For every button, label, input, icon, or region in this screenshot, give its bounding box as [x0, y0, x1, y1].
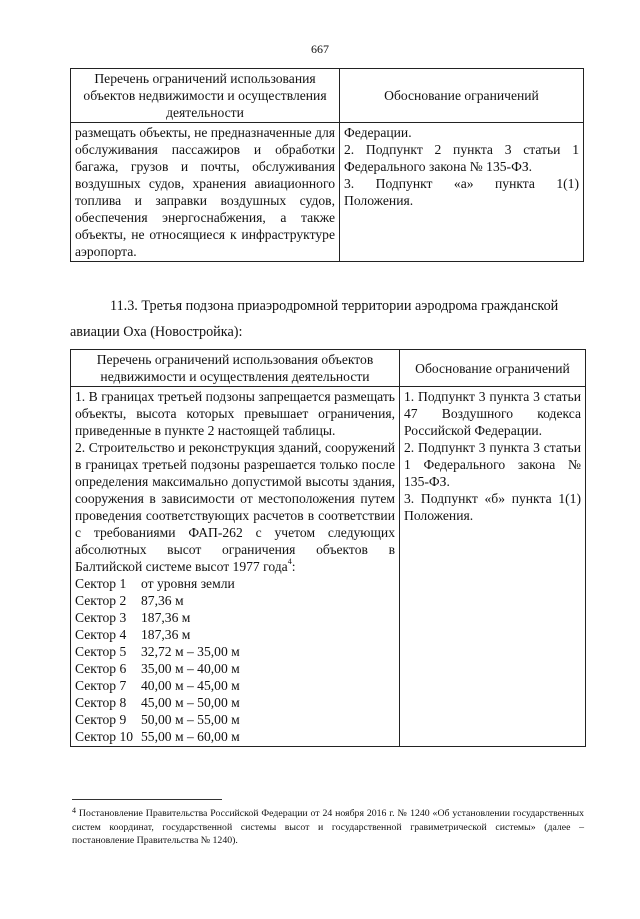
header-justification: Обоснование ограничений [400, 350, 586, 387]
sector-name: Сектор 8 [75, 695, 127, 710]
sector-name: Сектор 9 [75, 712, 127, 727]
table-header-row [71, 350, 586, 387]
section-heading-line2: авиации Оха (Новостройка): [70, 324, 243, 340]
sector-name: Сектор 2 [75, 593, 127, 608]
sector-value: 50,00 м – 55,00 м [141, 712, 240, 727]
justification-item: 2. Подпункт 2 пункта 3 статьи 1 Федерального закона № 135-ФЗ. [344, 142, 579, 174]
sector-value: 187,36 м [141, 610, 191, 625]
sector-row [75, 660, 395, 677]
table-header-row [71, 69, 584, 123]
restriction-cell: размещать объекты, не предназначенные для обслуживания пассажиров и обработки багажа, грузов и почты, обслуживания воздушных судов, хранения авиационного топлива и заправки воздушных судов, обеспечения энергоснабжения, а также объекты, не относящиеся к инфраструктуре аэропорта. [71, 123, 340, 262]
sector-value: 187,36 м [141, 627, 191, 642]
sector-value: 45,00 м – 50,00 м [141, 695, 240, 710]
sector-value: 87,36 м [141, 593, 184, 608]
restriction-item-2 [75, 439, 395, 575]
justification-item: 2. Подпункт 3 пункта 3 статьи 1 Федерального закона № 135-ФЗ. [404, 440, 581, 489]
sector-name: Сектор 6 [75, 661, 127, 676]
sector-value: 55,00 м – 60,00 м [141, 729, 240, 744]
sector-row [75, 592, 395, 609]
table-row [71, 387, 586, 747]
sector-name: Сектор 5 [75, 644, 127, 659]
section-heading-line1: 11.3. Третья подзона приаэродромной территории аэродрома гражданской [110, 298, 559, 314]
sector-name: Сектор 1 [75, 576, 127, 591]
sector-row [75, 677, 395, 694]
sector-value: 32,72 м – 35,00 м [141, 644, 240, 659]
sector-name: Сектор 4 [75, 627, 127, 642]
sector-row [75, 728, 395, 745]
table-row [71, 123, 584, 262]
restriction-item-2-text: 2. Строительство и реконструкция зданий, сооружений в границах третьей подзоны разрешается только после определения максимально допустимой высоты здания, сооружения в зависимости от местоположения путем проведения соответствующих расчетов в соответствии с требованиями ФАП-262 с учетом следующих абсолютных высот ограничения объектов в Балтийской системе высот 1977 года [75, 440, 395, 574]
justification-cell [400, 387, 586, 747]
footnote-divider [72, 799, 222, 800]
restrictions-table-continued [70, 68, 584, 262]
header-justification: Обоснование ограничений [340, 69, 584, 123]
justification-item: 1. Подпункт 3 пункта 3 статьи 47 Воздушного кодекса Российской Федерации. [404, 389, 581, 438]
sector-name: Сектор 10 [75, 729, 134, 744]
header-restrictions: Перечень ограничений использования объектов недвижимости и осуществления деятельности [71, 69, 340, 123]
sector-row [75, 575, 395, 592]
sector-row [75, 609, 395, 626]
sector-row [75, 694, 395, 711]
justification-item: 3. Подпункт «а» пункта 1(1) Положения. [344, 176, 579, 208]
restrictions-table-subzone-3 [70, 349, 586, 747]
justification-cell [340, 123, 584, 262]
sector-row [75, 626, 395, 643]
restriction-cell [71, 387, 400, 747]
header-restrictions: Перечень ограничений использования объектов недвижимости и осуществления деятельности [71, 350, 400, 387]
sector-value: 40,00 м – 45,00 м [141, 678, 240, 693]
justification-item: 3. Подпункт «б» пункта 1(1) Положения. [404, 491, 581, 523]
sector-list [75, 575, 395, 745]
justification-item: Федерации. [344, 125, 412, 140]
page-number: 667 [311, 42, 329, 56]
footnote-mark: 4 [72, 806, 76, 815]
restriction-item-2-colon: : [291, 559, 296, 574]
restriction-item-1: 1. В границах третьей подзоны запрещается размещать объекты, высота которых превышает ограничения, приведенные в пункте 2 настоящей таблицы. [75, 389, 395, 438]
sector-name: Сектор 3 [75, 610, 127, 625]
footnote-reference[interactable]: 4 [287, 557, 292, 566]
footnote-text: Постановление Правительства Российской Федерации от 24 ноября 2016 г. № 1240 «Об установлении государственных систем координат, государственной системы высот и государственной гравиметрической системы» (далее – постановление Правительства № 1240). [72, 808, 584, 846]
sector-value: 35,00 м – 40,00 м [141, 661, 240, 676]
sector-row [75, 711, 395, 728]
footnote [72, 807, 584, 848]
sector-value: от уровня земли [141, 576, 235, 591]
sector-row [75, 643, 395, 660]
sector-name: Сектор 7 [75, 678, 127, 693]
